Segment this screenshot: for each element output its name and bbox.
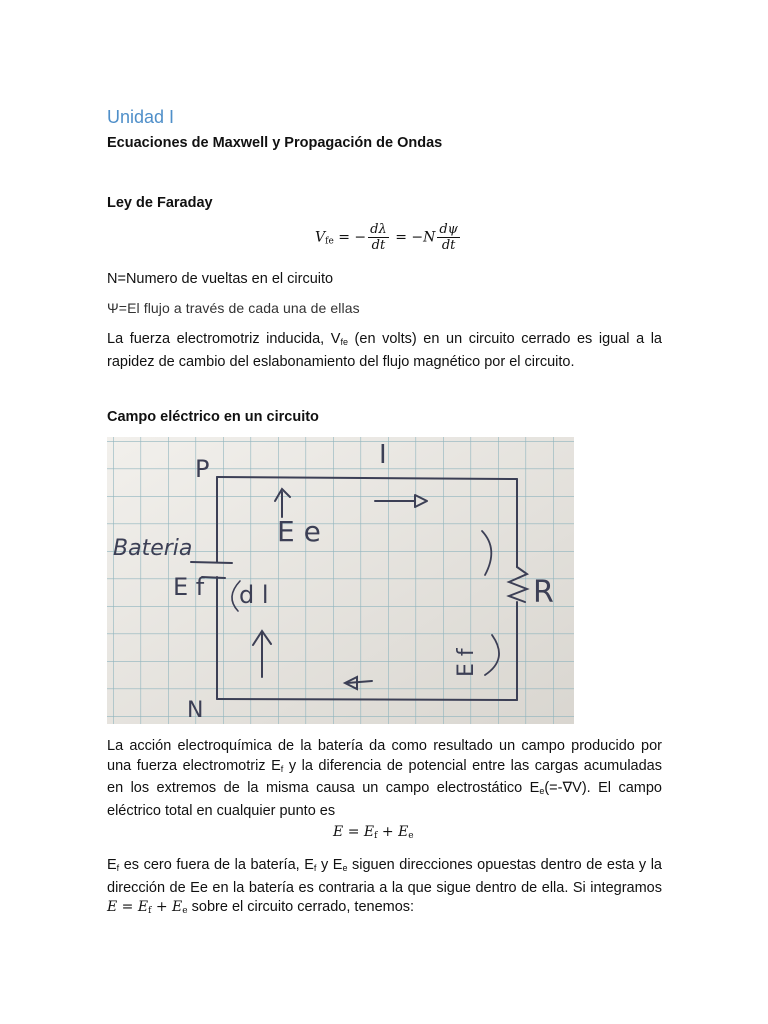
campo-heading: Campo eléctrico en un circuito — [107, 409, 319, 425]
eq-lhs: V — [315, 229, 326, 246]
para-text: es cero fuera de la batería, E — [119, 857, 314, 873]
inline-equation — [107, 899, 188, 915]
frac-num: dψ — [439, 222, 458, 237]
eq-part2: = −N — [395, 229, 436, 246]
para-sub: f — [313, 863, 317, 873]
para-text: y la diferencia de potencial entre las cargas acumuladas en los extremos de la misma causa un campo electrostático E — [107, 757, 662, 796]
frac-num: dλ — [370, 222, 387, 237]
para-sub: f — [116, 863, 120, 873]
para-sub: e — [342, 863, 348, 873]
faraday-equation — [315, 222, 462, 253]
eq-part: + E — [151, 899, 183, 915]
circuit-sketch-photo — [107, 437, 574, 724]
document-title: Ecuaciones de Maxwell y Propagación de Ondas — [107, 135, 443, 151]
sketch-label-ee: E e — [277, 515, 321, 548]
sketch-label-r: R — [533, 575, 554, 610]
eq-part1: = − — [338, 229, 367, 246]
eq-sub: e — [182, 906, 188, 916]
fraction-dpsi-dt — [437, 222, 460, 253]
total-field-equation — [333, 824, 414, 841]
para-sub: e — [539, 786, 545, 796]
sketch-label-ef: E f — [173, 573, 205, 601]
sketch-label-ef-right: E f — [454, 648, 479, 677]
sketch-label-dl: d l — [239, 581, 269, 609]
eq-part: + E — [381, 824, 409, 840]
frac-den: dt — [441, 238, 456, 253]
sketch-label-n: N — [187, 698, 204, 723]
sketch-label-current: I — [379, 440, 387, 470]
campo-paragraph-2 — [107, 856, 662, 922]
para-text: La fuerza electromotriz inducida, V — [107, 331, 341, 347]
para-text: (en volts) en un circuito cerrado es igual a la rapidez de cambio del eslabonamiento del flujo magnético por el circuito. — [107, 331, 662, 370]
eq-sub: f — [148, 906, 152, 916]
campo-paragraph-1 — [107, 737, 662, 821]
n-definition: N=Numero de vueltas en el circuito — [107, 271, 334, 287]
faraday-heading: Ley de Faraday — [107, 195, 213, 211]
sketch-label-p: P — [195, 455, 210, 483]
para-text: sobre el circuito cerrado, tenemos: — [187, 899, 415, 915]
para-text: siguen direcciones opuestas dentro de esta y la dirección de Ee en la batería es contraria a la que sigue dentro de ella. Si integramos — [107, 857, 662, 896]
eq-sub: e — [408, 831, 414, 841]
eq-sub: f — [374, 831, 378, 841]
frac-den: dt — [371, 238, 386, 253]
faraday-paragraph — [107, 330, 662, 372]
psi-definition: Ψ=El flujo a través de cada una de ellas — [107, 300, 360, 316]
eq-lhs: E — [333, 824, 344, 840]
para-text: La acción electroquímica de la batería da como resultado un campo producido por una fuerza electromotriz E — [107, 738, 662, 774]
para-sub: fe — [340, 337, 348, 347]
para-sub: f — [280, 763, 284, 774]
eq-lhs-sub: fe — [325, 236, 334, 247]
circuit-sketch — [107, 437, 574, 724]
sketch-label-battery: Bateria — [113, 536, 193, 561]
para-text: (=-∇V). El campo eléctrico total en cualquier punto es — [107, 780, 662, 819]
para-text: E — [107, 857, 117, 873]
eq-part: E = E — [107, 899, 149, 915]
unit-title: Unidad I — [107, 107, 175, 127]
eq-part: = E — [347, 824, 375, 840]
fraction-dlambda-dt — [368, 222, 389, 253]
para-text: y E — [316, 857, 343, 873]
